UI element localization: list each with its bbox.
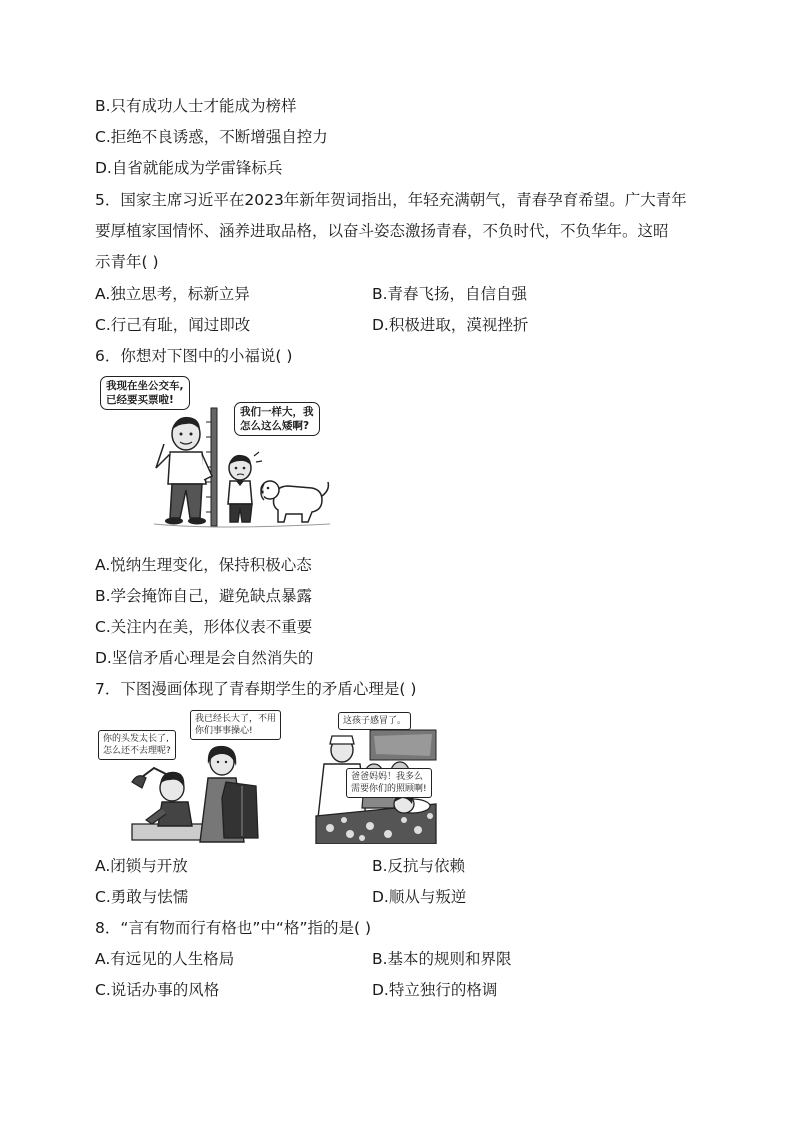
q6-bubble-left-line-1: 我现在坐公交车, [106, 380, 184, 392]
q8-option-c: C.说话办事的风格 [95, 981, 220, 999]
q6-bubble-left-line-2: 已经要买票啦! [106, 394, 174, 406]
q7-left-bubble-a-line-2: 怎么还不去理呢? [103, 746, 171, 756]
q7-left-bubble-b-line-1: 我已经长大了，不用 [195, 714, 277, 724]
q7-left-bubble-b-line-2: 你们事事操心! [195, 726, 253, 736]
q7-left-bubble-child [190, 710, 281, 740]
q7-option-c: C.勇敢与怯懦 [95, 888, 189, 906]
q8-option-d: D.特立独行的格调 [372, 981, 498, 999]
q5-stem-line-1: 5．国家主席习近平在2023年新年贺词指出，年轻充满朝气，青春孕育希望。广大青年 [95, 191, 687, 209]
q6-option-c: C.关注内在美，形体仪表不重要 [95, 618, 313, 636]
q7-right-bubble-b-line-1: 爸爸妈妈！我多么 [351, 772, 424, 782]
q7-cartoon-right [314, 708, 438, 844]
q4-option-c: C.拒绝不良诱惑，不断增强自控力 [95, 128, 328, 146]
q7-cartoon-left [96, 708, 288, 844]
q4-option-d: D.自省就能成为学雷锋标兵 [95, 159, 283, 177]
q7-right-bubble-doctor [338, 712, 411, 730]
q5-stem-line-3: 示青年( ) [95, 253, 159, 271]
q5-option-c: C.行己有耻，闻过即改 [95, 316, 251, 334]
q7-right-bubble-b-line-2: 需要你们的照顾啊! [351, 784, 427, 794]
q8-option-b: B.基本的规则和界限 [372, 950, 512, 968]
q5-stem-line-2: 要厚植家国情怀、涵养进取品格，以奋斗姿态激扬青春，不负时代，不负华年。这昭 [95, 222, 669, 240]
q7-option-d: D.顺从与叛逆 [372, 888, 467, 906]
q6-speech-bubble-tall-boy [100, 376, 190, 410]
q5-option-a: A.独立思考，标新立异 [95, 285, 250, 303]
q6-option-b: B.学会掩饰自己，避免缺点暴露 [95, 587, 313, 605]
q6-option-d: D.坚信矛盾心理是会自然消失的 [95, 649, 314, 667]
q8-stem: 8．“言有物而行有格也”中“格”指的是( ) [95, 919, 372, 937]
q6-option-a: A.悦纳生理变化，保持积极心态 [95, 556, 312, 574]
q5-option-d: D.积极进取，漠视挫折 [372, 316, 529, 334]
q6-bubble-right-line-1: 我们一样大，我 [240, 406, 314, 418]
q7-right-bubble-child [346, 768, 432, 798]
q6-bubble-right-line-2: 怎么这么矮啊? [240, 420, 310, 432]
q4-option-b: B.只有成功人士才能成为榜样 [95, 97, 297, 115]
q6-cartoon [98, 372, 334, 536]
q5-option-b: B.青春飞扬，自信自强 [372, 285, 528, 303]
q7-left-bubble-parent [98, 730, 176, 760]
q8-option-a: A.有远见的人生格局 [95, 950, 235, 968]
q7-stem: 7．下图漫画体现了青春期学生的矛盾心理是( ) [95, 680, 417, 698]
q6-speech-bubble-short-boy [234, 402, 320, 436]
q7-right-bubble-a: 这孩子感冒了。 [343, 716, 407, 726]
q7-option-a: A.闭锁与开放 [95, 857, 188, 875]
q7-option-b: B.反抗与依赖 [372, 857, 466, 875]
q6-stem: 6．你想对下图中的小福说( ) [95, 347, 293, 365]
q7-left-bubble-a-line-1: 你的头发太长了, [103, 734, 169, 744]
